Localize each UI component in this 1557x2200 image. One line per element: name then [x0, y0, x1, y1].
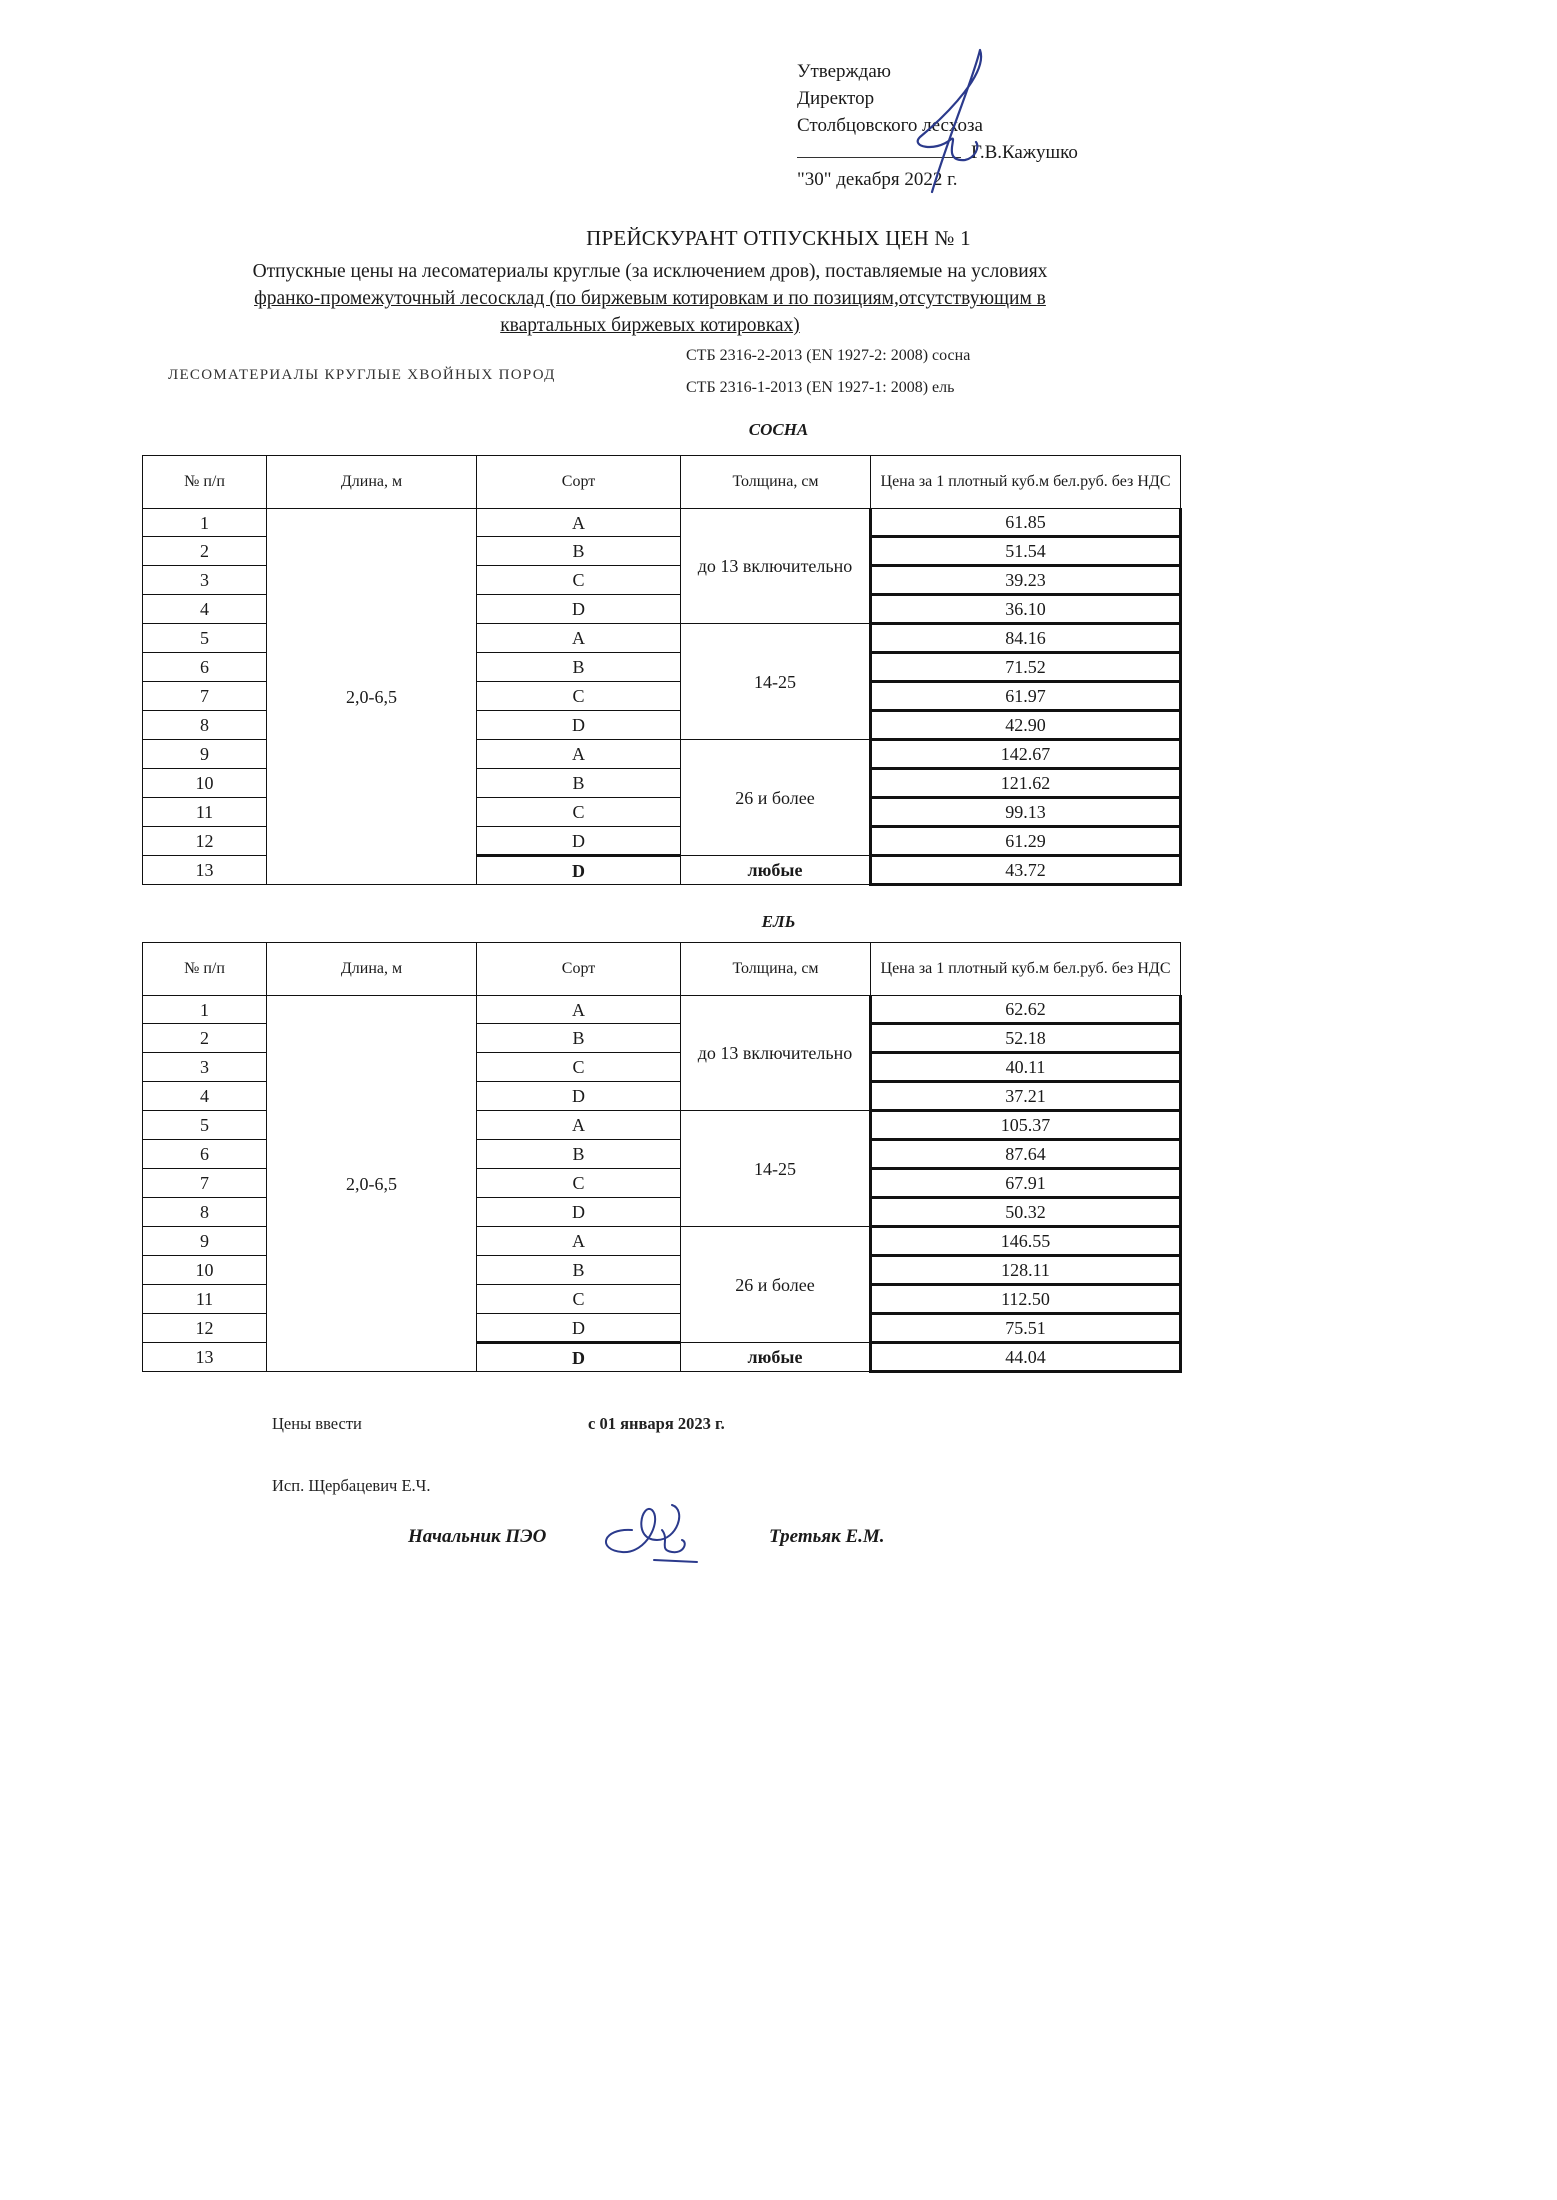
length-cell: 2,0-6,5 — [267, 509, 477, 885]
subtitle-line: квартальных биржевых котировках) — [500, 315, 800, 336]
thickness-cell: до 13 включительно — [681, 996, 871, 1111]
grade-cell: B — [477, 1256, 681, 1285]
price-cell: 61.29 — [871, 827, 1181, 856]
standard-pine: СТБ 2316-2-2013 (EN 1927-2: 2008) сосна — [686, 347, 971, 364]
price-cell: 52.18 — [871, 1024, 1181, 1053]
price-cell: 84.16 — [871, 624, 1181, 653]
price-cell: 105.37 — [871, 1111, 1181, 1140]
row-number: 1 — [143, 996, 267, 1024]
grade-cell: A — [477, 996, 681, 1024]
row-number: 8 — [143, 1198, 267, 1227]
category-label: ЛЕСОМАТЕРИАЛЫ КРУГЛЫЕ ХВОЙНЫХ ПОРОД — [168, 367, 556, 383]
row-number: 4 — [143, 595, 267, 624]
row-number: 2 — [143, 537, 267, 566]
director-signature — [880, 42, 1020, 202]
thickness-cell: 26 и более — [681, 740, 871, 856]
price-cell: 37.21 — [871, 1082, 1181, 1111]
price-cell: 146.55 — [871, 1227, 1181, 1256]
standard-spruce: СТБ 2316-1-2013 (EN 1927-1: 2008) ель — [686, 379, 955, 396]
row-number: 3 — [143, 566, 267, 595]
grade-cell: D — [477, 856, 681, 885]
table-header-row — [143, 456, 1181, 509]
row-number: 4 — [143, 1082, 267, 1111]
thickness-cell: любые — [681, 1343, 871, 1372]
row-number: 5 — [143, 1111, 267, 1140]
row-number: 3 — [143, 1053, 267, 1082]
grade-cell: C — [477, 682, 681, 711]
grade-cell: C — [477, 1169, 681, 1198]
price-cell: 75.51 — [871, 1314, 1181, 1343]
row-number: 5 — [143, 624, 267, 653]
page-title: ПРЕЙСКУРАНТ ОТПУСКНЫХ ЦЕН № 1 — [586, 226, 971, 250]
grade-cell: C — [477, 566, 681, 595]
row-number: 9 — [143, 1227, 267, 1256]
price-cell: 61.85 — [871, 509, 1181, 537]
row-number: 6 — [143, 653, 267, 682]
row-number: 11 — [143, 798, 267, 827]
grade-cell: A — [477, 1111, 681, 1140]
price-cell: 50.32 — [871, 1198, 1181, 1227]
grade-cell: B — [477, 1024, 681, 1053]
table-header-row — [143, 943, 1181, 996]
approval-line: Утверждаю — [797, 61, 891, 82]
grade-cell: C — [477, 798, 681, 827]
col-header-grade: Сорт — [477, 456, 681, 509]
price-cell: 71.52 — [871, 653, 1181, 682]
grade-cell: C — [477, 1053, 681, 1082]
price-cell: 112.50 — [871, 1285, 1181, 1314]
grade-cell: D — [477, 711, 681, 740]
grade-cell: D — [477, 1198, 681, 1227]
grade-cell: D — [477, 1343, 681, 1372]
row-number: 10 — [143, 1256, 267, 1285]
grade-cell: D — [477, 595, 681, 624]
grade-cell: D — [477, 1314, 681, 1343]
price-cell: 61.97 — [871, 682, 1181, 711]
col-header-num: № п/п — [143, 943, 267, 996]
price-cell: 142.67 — [871, 740, 1181, 769]
col-header-grade: Сорт — [477, 943, 681, 996]
chief-name: Третьяк Е.М. — [769, 1526, 885, 1547]
row-number: 7 — [143, 1169, 267, 1198]
row-number: 1 — [143, 509, 267, 537]
col-header-num: № п/п — [143, 456, 267, 509]
subtitle-line: Отпускные цены на лесоматериалы круглые (за исключением дров), поставляемые на условиях — [252, 261, 1048, 282]
grade-cell: B — [477, 653, 681, 682]
row-number: 7 — [143, 682, 267, 711]
price-table-spruce — [142, 942, 1182, 1373]
grade-cell: A — [477, 1227, 681, 1256]
row-number: 13 — [143, 856, 267, 885]
price-cell: 36.10 — [871, 595, 1181, 624]
col-header-price: Цена за 1 плотный куб.м бел.руб. без НДС — [871, 943, 1181, 996]
row-number: 12 — [143, 1314, 267, 1343]
col-header-length: Длина, м — [267, 943, 477, 996]
col-header-price: Цена за 1 плотный куб.м бел.руб. без НДС — [871, 456, 1181, 509]
section-title-spruce: ЕЛЬ — [761, 912, 796, 931]
approval-position: Директор — [797, 88, 875, 109]
grade-cell: B — [477, 769, 681, 798]
thickness-cell: 26 и более — [681, 1227, 871, 1343]
price-cell: 44.04 — [871, 1343, 1181, 1372]
price-cell: 87.64 — [871, 1140, 1181, 1169]
approval-date: "30" декабря 2022 г. — [797, 169, 958, 190]
prices-effective-date: с 01 января 2023 г. — [588, 1414, 725, 1433]
grade-cell: A — [477, 509, 681, 537]
price-cell: 62.62 — [871, 996, 1181, 1024]
chief-signature — [592, 1490, 722, 1580]
thickness-cell: до 13 включительно — [681, 509, 871, 624]
prices-effective-label: Цены ввести — [272, 1414, 362, 1433]
thickness-cell: 14-25 — [681, 1111, 871, 1227]
price-cell: 39.23 — [871, 566, 1181, 595]
grade-cell: B — [477, 1140, 681, 1169]
executor: Исп. Щербацевич Е.Ч. — [272, 1476, 431, 1495]
price-table-pine — [142, 455, 1182, 886]
chief-role: Начальник ПЭО — [408, 1526, 547, 1547]
row-number: 9 — [143, 740, 267, 769]
thickness-cell: любые — [681, 856, 871, 885]
price-cell: 51.54 — [871, 537, 1181, 566]
row-number: 11 — [143, 1285, 267, 1314]
row-number: 12 — [143, 827, 267, 856]
price-cell: 43.72 — [871, 856, 1181, 885]
page-subtitle — [150, 258, 1150, 339]
subtitle-line: франко-промежуточный лесосклад (по биржевым котировкам и по позициям,отсутствующим в — [254, 288, 1046, 309]
grade-cell: B — [477, 537, 681, 566]
col-header-thickness: Толщина, см — [681, 943, 871, 996]
row-number: 6 — [143, 1140, 267, 1169]
row-number: 10 — [143, 769, 267, 798]
approval-organization: Столбцовского лесхоза — [797, 115, 983, 136]
row-number: 8 — [143, 711, 267, 740]
approval-signer: Г.В.Кажушко — [971, 142, 1078, 163]
col-header-thickness: Толщина, см — [681, 456, 871, 509]
price-cell: 42.90 — [871, 711, 1181, 740]
price-cell: 67.91 — [871, 1169, 1181, 1198]
grade-cell: D — [477, 827, 681, 856]
price-cell: 128.11 — [871, 1256, 1181, 1285]
table-row — [143, 509, 1181, 537]
grade-cell: D — [477, 1082, 681, 1111]
row-number: 13 — [143, 1343, 267, 1372]
grade-cell: A — [477, 740, 681, 769]
grade-cell: A — [477, 624, 681, 653]
price-cell: 121.62 — [871, 769, 1181, 798]
table-row — [143, 996, 1181, 1024]
price-cell: 99.13 — [871, 798, 1181, 827]
price-cell: 40.11 — [871, 1053, 1181, 1082]
section-title-pine: СОСНА — [748, 420, 809, 439]
col-header-length: Длина, м — [267, 456, 477, 509]
grade-cell: C — [477, 1285, 681, 1314]
thickness-cell: 14-25 — [681, 624, 871, 740]
length-cell: 2,0-6,5 — [267, 996, 477, 1372]
row-number: 2 — [143, 1024, 267, 1053]
